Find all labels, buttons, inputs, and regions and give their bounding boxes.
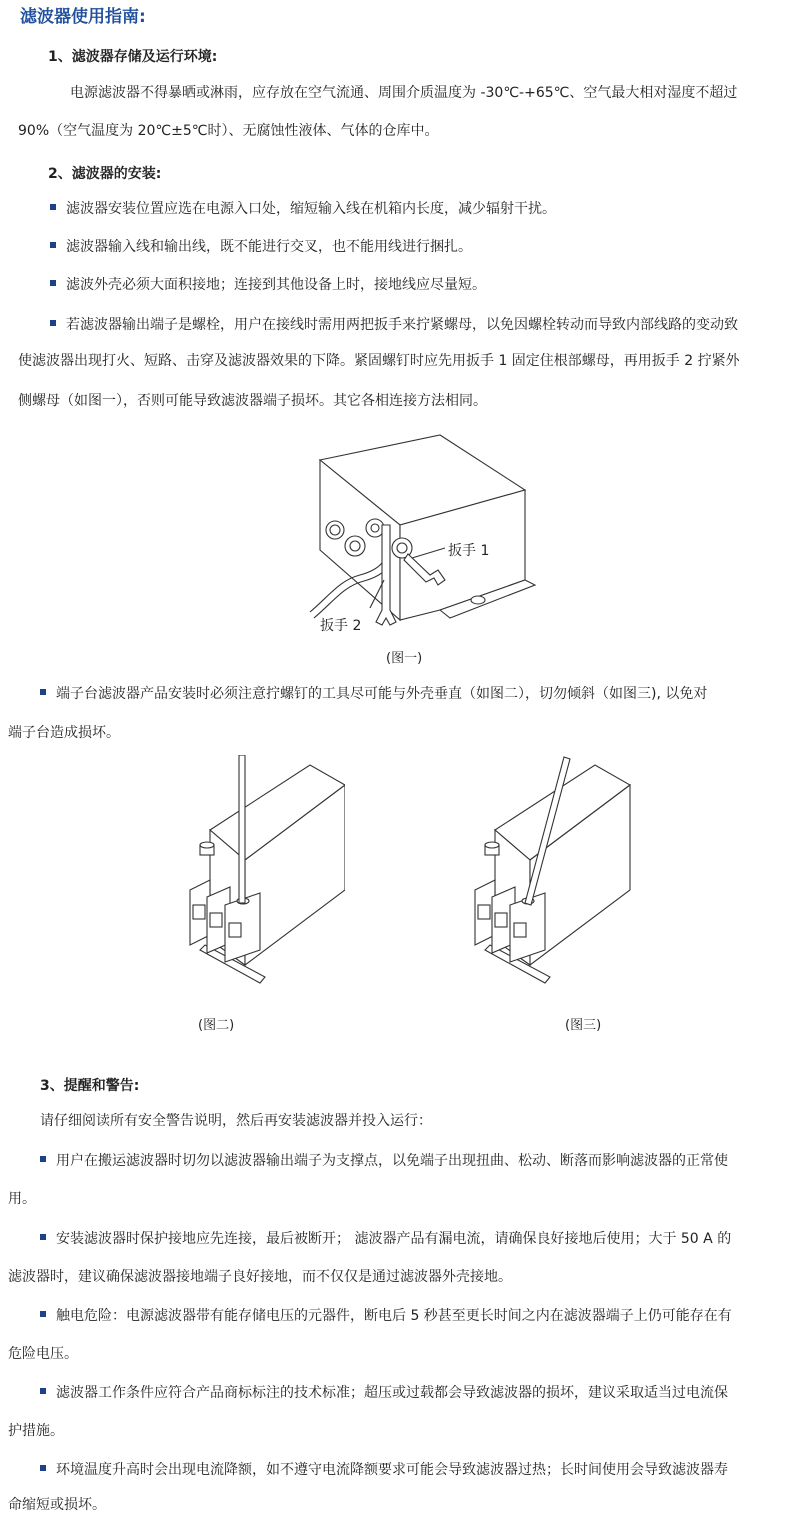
bullet-icon — [50, 242, 56, 248]
warning-item-3-line2: 危险电压。 — [8, 1346, 78, 1362]
bullet-icon — [40, 1388, 46, 1394]
bullet-icon — [40, 689, 46, 695]
terminal-bolt-2 — [345, 536, 365, 556]
section1-heading: 1、滤波器存储及运行环境: — [48, 49, 218, 65]
figure3-illustration — [470, 755, 640, 995]
bullet-icon — [50, 280, 56, 286]
ground-stud — [485, 842, 499, 855]
install-item-4-line3: 侧螺母（如图一），否则可能导致滤波器端子损坏。其它各相连接方法相同。 — [18, 393, 487, 409]
warning-item-3: 触电危险：电源滤波器带有能存储电压的元器件，断电后 5 秒甚至更长时间之内在滤波器端子上仍可能存在有 — [40, 1297, 732, 1335]
install-item-4-line2: 使滤波器出现打火、短路、击穿及滤波器效果的下降。紧固螺钉时应先用扳手 1 固定住根部螺母，再用扳手 2 拧紧外 — [18, 353, 740, 369]
warning-item-4: 滤波器工作条件应符合产品商标标注的技术标准；超压或过载都会导致滤波器的损坏，建议采取适当过电流保 — [40, 1374, 728, 1412]
install-item-3: 滤波外壳必须大面积接地；连接到其他设备上时，接地线应尽量短。 — [50, 266, 486, 304]
warning-item-1-line2: 用。 — [8, 1191, 36, 1207]
bullet-icon — [40, 1156, 46, 1162]
bullet-icon — [40, 1234, 46, 1240]
terminal-bolt-1 — [326, 521, 344, 539]
bullet-icon — [40, 1465, 46, 1471]
ground-stud — [200, 842, 214, 855]
figure1-illustration — [290, 430, 550, 640]
screwdriver-vertical — [239, 755, 245, 903]
install-item-1: 滤波器安装位置应选在电源入口处，缩短输入线在机箱内长度，减少辐射干扰。 — [50, 190, 556, 228]
bullet-icon — [50, 204, 56, 210]
terminal-bolt-3 — [366, 519, 384, 537]
warning-item-5: 环境温度升高时会出现电流降额，如不遵守电流降额要求可能会导致滤波器过热；长时间使用会导致滤波器寿 — [40, 1451, 728, 1489]
section3-intro: 请仔细阅读所有安全警告说明，然后再安装滤波器并投入运行： — [40, 1113, 432, 1129]
warning-item-4-line2: 护措施。 — [8, 1423, 64, 1439]
page-title: 滤波器使用指南: — [20, 7, 146, 27]
section3-heading: 3、提醒和警告: — [40, 1078, 140, 1094]
bullet-icon — [40, 1311, 46, 1317]
mounting-screw — [471, 596, 485, 604]
figure3-caption: (图三) — [565, 1018, 602, 1033]
terminal-note: 端子台滤波器产品安装时必须注意拧螺钉的工具尽可能与外壳垂直（如图二），切勿倾斜（如图三), 以免对 — [40, 675, 707, 713]
wrench2-label: 扳手 2 — [320, 618, 362, 634]
warning-item-2-line2: 滤波器时，建议确保滤波器接地端子良好接地，而不仅仅是通过滤波器外壳接地。 — [8, 1269, 512, 1285]
terminal-note-line2: 端子台造成损坏。 — [8, 725, 120, 741]
warning-item-1: 用户在搬运滤波器时切勿以滤波器输出端子为支撑点，以免端子出现扭曲、松动、断落而影响滤波器的正常使 — [40, 1142, 728, 1180]
section1-line2: 90%（空气温度为 20℃±5℃时）、无腐蚀性液体、气体的仓库中。 — [18, 123, 439, 139]
figure2-caption: (图二) — [198, 1018, 235, 1033]
bullet-icon — [50, 320, 56, 326]
figure2-illustration — [185, 755, 345, 995]
figure1-caption: (图一) — [386, 651, 423, 666]
install-item-2: 滤波器输入线和输出线，既不能进行交叉，也不能用线进行捆扎。 — [50, 228, 472, 266]
section1-line1: 电源滤波器不得暴晒或淋雨，应存放在空气流通、周围介质温度为 -30℃-+65℃、空气最大相对湿度不超过 — [70, 85, 738, 101]
section2-heading: 2、滤波器的安装: — [48, 166, 162, 182]
warning-item-5-line2: 命缩短或损坏。 — [8, 1497, 106, 1513]
wrench1-label: 扳手 1 — [448, 543, 490, 559]
install-item-4: 若滤波器输出端子是螺栓，用户在接线时需用两把扳手来拧紧螺母，以免因螺栓转动而导致内部线路的变动致 — [50, 306, 738, 344]
warning-item-2: 安装滤波器时保护接地应先连接，最后被断开； 滤波器产品有漏电流，请确保良好接地后使用；大于 50 A 的 — [40, 1220, 731, 1258]
